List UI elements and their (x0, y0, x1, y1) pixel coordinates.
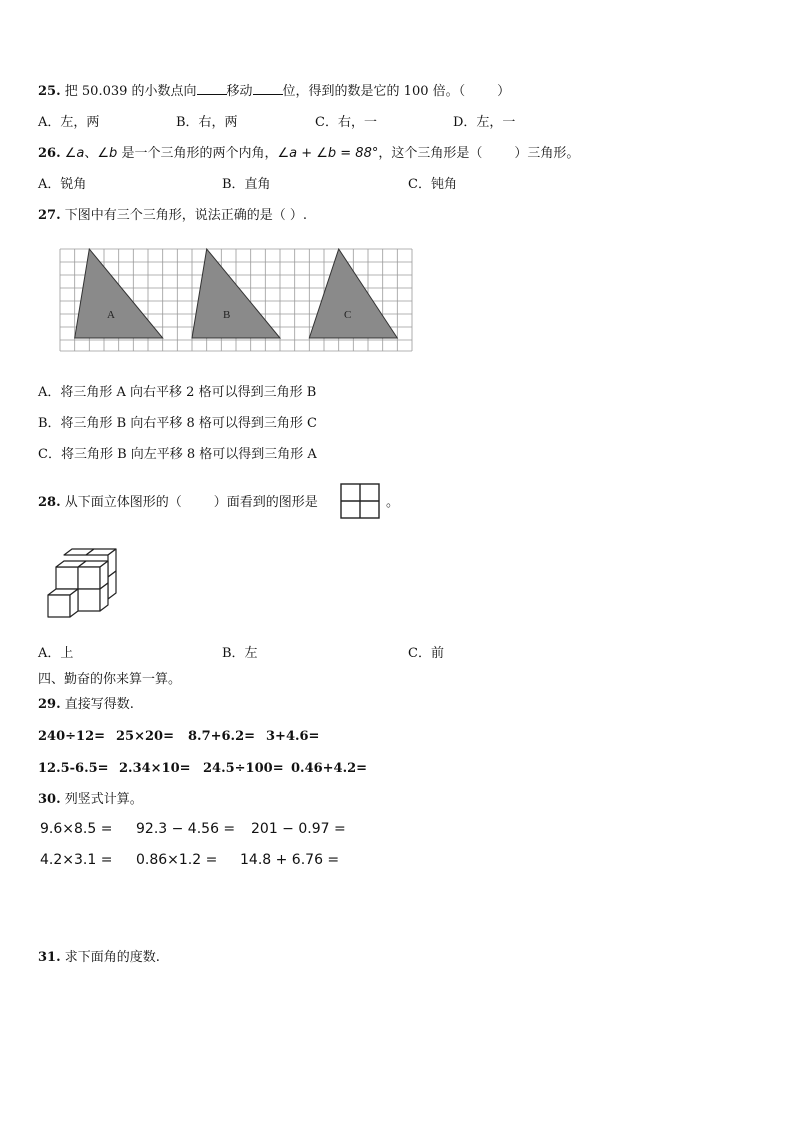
q26-angle-b: ∠b (97, 146, 118, 161)
q29-item-6[interactable]: 2.34×10= (119, 761, 191, 776)
q25-option-b[interactable]: B．右，两 (176, 115, 238, 130)
q25-text-a: 把 50.039 的小数点向 (64, 84, 197, 99)
q30-item-4[interactable]: 4.2×3.1 = (40, 852, 113, 868)
q29-item-7[interactable]: 24.5÷100= (203, 761, 284, 776)
q28-option-c[interactable]: C．前 (408, 646, 444, 661)
q28-number: 28. (38, 495, 61, 510)
q30-item-5[interactable]: 0.86×1.2 = (136, 852, 218, 868)
q28-cube-figure (44, 547, 120, 623)
q29-item-8[interactable]: 0.46+4.2= (291, 761, 368, 776)
q29-item-2[interactable]: 25×20= (116, 729, 174, 744)
q26-option-c[interactable]: C．钝角 (408, 177, 457, 192)
q28-period: 。 (386, 495, 400, 510)
q26-number: 26. (38, 146, 61, 161)
triangle-a-label: A (107, 309, 115, 321)
q28-view-shape (340, 483, 380, 519)
q29-item-4[interactable]: 3+4.6= (266, 729, 320, 744)
q28-text-b: ）面看到的图形是 (213, 495, 318, 510)
q25-blank-1[interactable] (197, 82, 227, 95)
q26-option-b[interactable]: B．直角 (222, 177, 271, 192)
q30-item-3[interactable]: 201 − 0.97 = (251, 821, 346, 837)
q30-item-1[interactable]: 9.6×8.5 = (40, 821, 113, 837)
q25-blank-2[interactable] (253, 82, 283, 95)
q30-text: 列竖式计算。 (64, 792, 143, 807)
q25-option-c[interactable]: C．右，一 (315, 115, 377, 130)
q28-option-a[interactable]: A．上 (38, 646, 74, 661)
q27-stem (38, 207, 307, 225)
q31-number: 31. (38, 950, 61, 965)
q26-option-a[interactable]: A．锐角 (38, 177, 87, 192)
q31-text: 求下面角的度数. (64, 950, 160, 965)
q25-text-c: 位，得到的数是它的 100 倍。（ (282, 84, 466, 99)
q31-stem (38, 949, 160, 967)
q30-item-2[interactable]: 92.3 − 4.56 = (136, 821, 236, 837)
q29-item-3[interactable]: 8.7+6.2= (188, 729, 256, 744)
q30-item-6[interactable]: 14.8 + 6.76 = (240, 852, 340, 868)
q25-option-d[interactable]: D．左，一 (453, 115, 516, 130)
q26-sep: 、 (84, 146, 98, 161)
q25-option-a[interactable]: A．左，两 (38, 115, 100, 130)
triangle-c-label: C (344, 309, 352, 321)
q25-text-b: 移动 (226, 84, 253, 99)
q28-option-b[interactable]: B．左 (222, 646, 258, 661)
q28-text-a: 从下面立体图形的（ (64, 495, 182, 510)
q26-angle-a: ∠a (64, 146, 85, 161)
q26-text-a: 是一个三角形的两个内角， (121, 146, 278, 161)
q29-item-1[interactable]: 240÷12= (38, 729, 106, 744)
q27-grid-figure (58, 247, 414, 353)
q27-number: 27. (38, 208, 61, 223)
q25-stem (38, 82, 510, 101)
triangle-b-label: B (223, 309, 231, 321)
q27-option-a[interactable]: A．将三角形 A 向右平移 2 格可以得到三角形 B (38, 385, 317, 400)
q27-text: 下图中有三个三角形，说法正确的是（ ）. (64, 208, 308, 223)
section-4-title: 四、勤奋的你来算一算。 (38, 672, 182, 687)
q29-text: 直接写得数. (64, 697, 134, 712)
q30-stem (38, 791, 143, 809)
q29-item-5[interactable]: 12.5-6.5= (38, 761, 109, 776)
q29-number: 29. (38, 697, 61, 712)
q28-stem (38, 494, 318, 512)
q25-number: 25. (38, 84, 61, 99)
q30-number: 30. (38, 792, 61, 807)
q25-text-d: ） (497, 84, 511, 99)
q26-text-c: ）三角形。 (514, 146, 580, 161)
q27-option-c[interactable]: C．将三角形 B 向左平移 8 格可以得到三角形 A (38, 447, 317, 462)
q26-text-b: ，这个三角形是（ (378, 146, 483, 161)
q26-stem (38, 145, 579, 163)
q26-sum-expression: ∠a + ∠b = 88° (277, 146, 379, 161)
q27-option-b[interactable]: B．将三角形 B 向右平移 8 格可以得到三角形 C (38, 416, 317, 431)
q29-stem (38, 696, 134, 714)
